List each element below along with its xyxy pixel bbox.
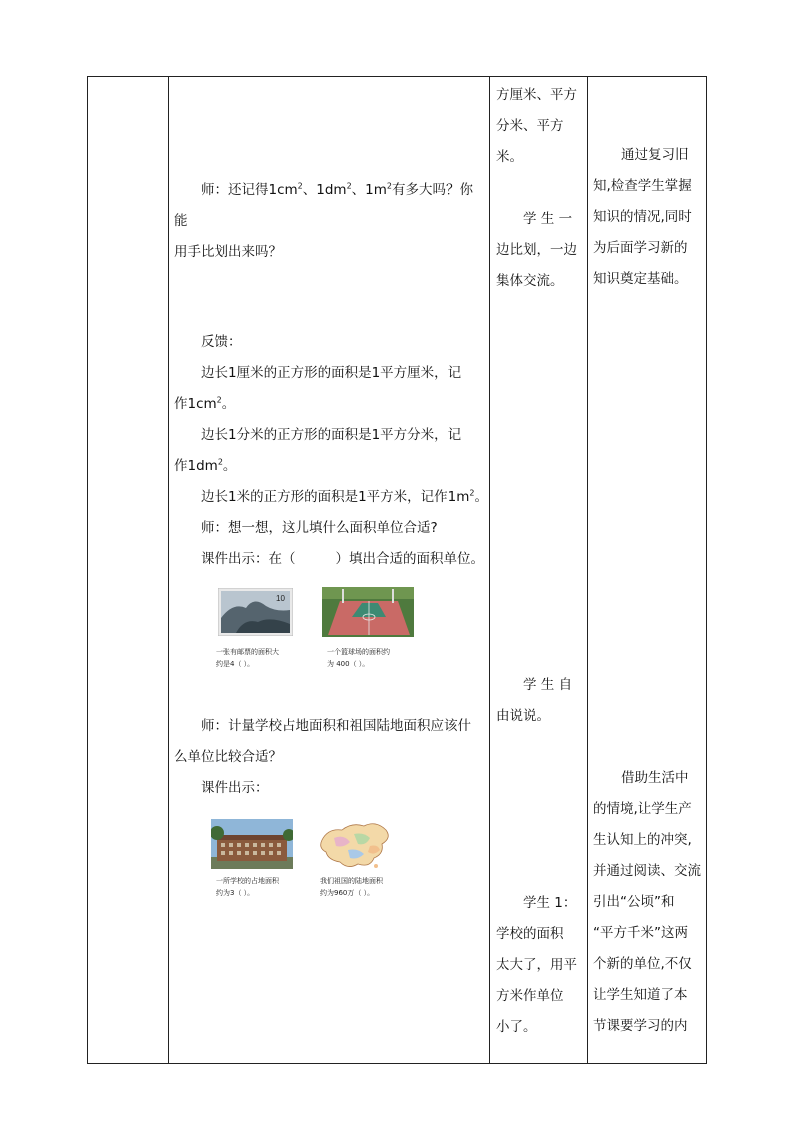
basketball-court-image (322, 587, 414, 637)
student-text-line: 学校的面积 (496, 926, 564, 942)
question-line-4: 么单位比较合适？ (174, 749, 282, 765)
intent-text-line: 知识的情况,同时 (593, 209, 692, 225)
intent-text-line: 生认知上的冲突, (593, 832, 692, 848)
intent-text-line: 的情境,让学生产 (593, 801, 692, 817)
dm-notation: 作$1dm^2$。 (174, 457, 237, 474)
school-caption: 一所学校的占地面积 约为3（ ）。 (216, 877, 279, 897)
map-caption: 我们祖国的陆地面积 约为960万（ ）。 (320, 877, 383, 897)
svg-text:10: 10 (276, 594, 285, 603)
student-text-line: 学 生 一 (523, 211, 573, 227)
m-definition: 边长1米的正方形的面积是1平方米，记作$1m^2$。 (201, 488, 489, 505)
intent-text-line: 借助生活中 (621, 770, 689, 786)
student-text-line: 集体交流。 (496, 273, 564, 289)
student-text-line: 方厘米、平方 (496, 87, 577, 103)
student-text-line: 学 生 自 (523, 677, 573, 693)
stamp-caption: 一张有邮票的面积大 约是4（ ）。 (216, 648, 279, 668)
student-text-line: 学生 1： (523, 895, 577, 911)
design-intent-2 (593, 763, 705, 1042)
student-text-line: 边比划，一边 (496, 242, 577, 258)
stamp-image (218, 588, 293, 636)
cm-notation: 作$1cm^2$。 (174, 395, 236, 412)
court-caption: 一个篮球场的面积约 为 400（ ）。 (327, 648, 390, 668)
intent-text-line: 引出“公顷”和 (593, 894, 675, 910)
intent-text-line: 知识奠定基础。 (593, 271, 688, 287)
intent-text-line: 并通过阅读、交流 (593, 863, 701, 879)
courseware-prompt-2: 课件出示： (201, 780, 269, 796)
intent-text-line: 节课要学习的内 (593, 1018, 688, 1034)
student-text-line: 分米、平方米。 (496, 118, 564, 165)
intent-text-line: 为后面学习新的 (593, 240, 688, 256)
design-intent-1 (593, 140, 705, 295)
student-activity-2 (496, 670, 588, 732)
student-activity-1 (496, 204, 588, 297)
intent-text-line: “平方千米”这两 (593, 925, 688, 941)
question-area-large-units (174, 711, 486, 804)
column-divider-1 (168, 76, 169, 1064)
school-image (211, 819, 293, 869)
question-line-2: 用手比划出来吗？ (174, 244, 282, 260)
question-fill-units: 师：想一想，这儿填什么面积单位合适? (201, 520, 438, 536)
cm-definition: 边长1厘米的正方形的面积是1平方厘米，记 (201, 365, 462, 381)
intent-text-line: 知,检查学生掌握 (593, 178, 692, 194)
question-line-1: 师：还记得$1cm^2$、$1dm^2$、$1m^2$有多大吗？你能 (174, 181, 474, 229)
dm-definition: 边长1分米的正方形的面积是1平方分米，记 (201, 427, 462, 443)
student-text-line: 方米作单位 (496, 988, 564, 1004)
student-activity-3 (496, 888, 588, 1043)
china-map-image (314, 818, 394, 872)
student-text-line: 由说说。 (496, 708, 550, 724)
intent-text-line: 通过复习旧 (621, 147, 689, 163)
question-area-units (174, 175, 486, 268)
feedback-label: 反馈： (201, 334, 242, 350)
intent-text-line: 让学生知道了本 (593, 987, 688, 1003)
feedback-block (174, 327, 490, 575)
intent-text-line: 个新的单位,不仅 (593, 956, 692, 972)
student-text-line: 小了。 (496, 1019, 537, 1035)
question-line-3: 师：计量学校占地面积和祖国陆地面积应该什 (201, 718, 471, 734)
student-activity-0 (496, 80, 588, 173)
student-text-line: 太大了，用平 (496, 957, 577, 973)
courseware-prompt-1: 课件出示：在（ ）填出合适的面积单位。 (201, 551, 484, 567)
